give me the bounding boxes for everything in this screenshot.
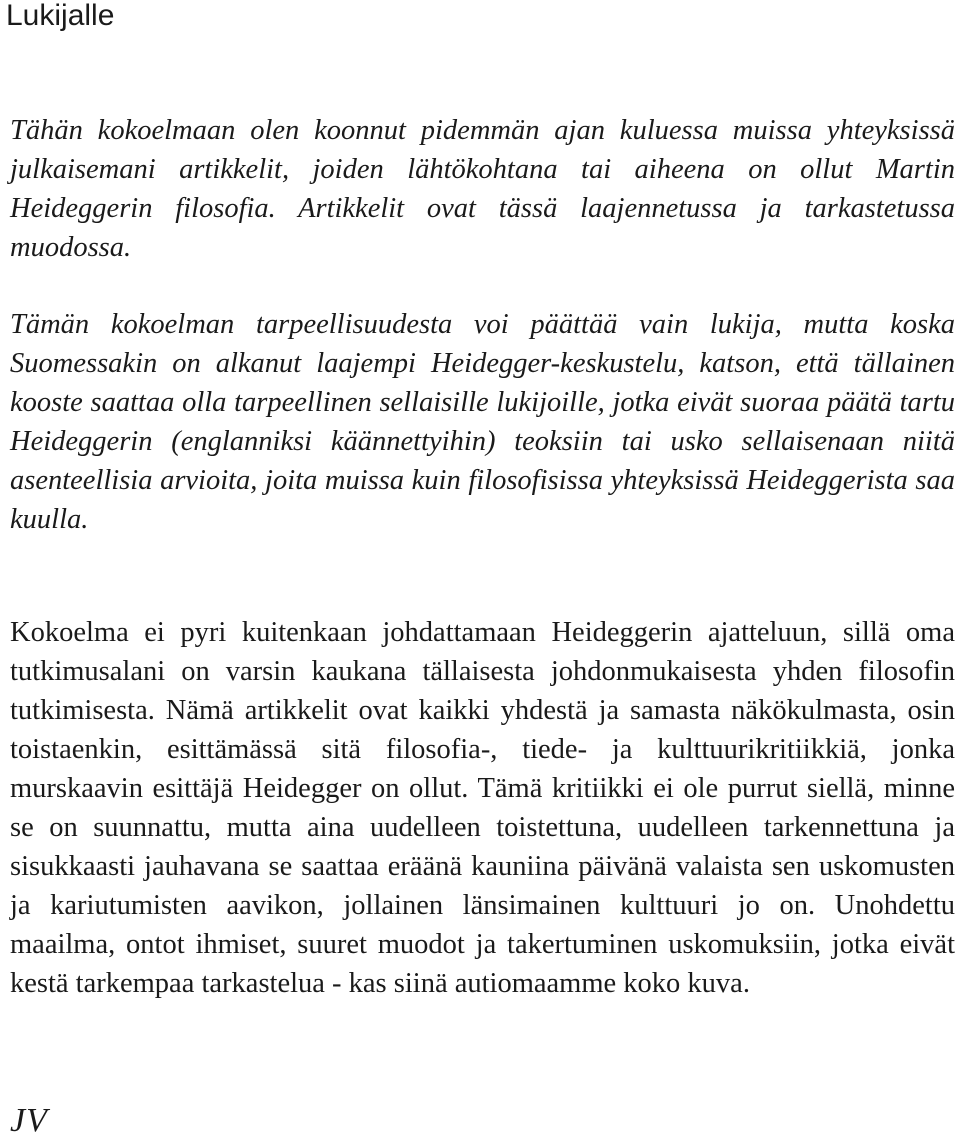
paragraph-1: Tähän kokoelmaan olen koonnut pidemmän ajan kuluessa muissa yhteyksissä julkaisemani artikkelit, joiden lähtökohtana tai aiheena on ollut Martin Heideggerin filosofia. Artikkelit ovat tässä laajennetussa ja tarkastetussa muodossa. [10,115,955,263]
author-signature: JV [10,1102,48,1139]
paragraph-2: Tämän kokoelman tarpeellisuudesta voi päättää vain lukija, mutta koska Suomessakin on alkanut laajempi Heidegger-keskustelu, katson, että tällainen kooste saattaa olla tarpeellinen sellaisille lukijoille, jotka eivät suoraa päätä tartu Heideggerin (englanniksi käännettyihin) teoksiin tai usko sellaisenaan niitä asenteellisia arvioita, joita muissa kuin filosofisissa yhteyksissä Heideggerista saa kuulla. [10,309,955,535]
paragraph-3: Kokoelma ei pyri kuitenkaan johdattamaan Heideggerin ajatteluun, sillä oma tutkimusalani on varsin kaukana tällaisesta johdonmukaisesta yhden filosofin tutkimisesta. Nämä artikkelit ovat kaikki yhdestä ja samasta näkökulmasta, osin toistaenkin, esittämässä sitä filosofia-, tiede- ja kulttuurikritiikkiä, jonka murskaavin esittäjä Heidegger on ollut. Tämä kritiikki ei ole purrut siellä, minne se on suunnattu, mutta aina uudelleen toistettuna, uudelleen tarkennettuna ja sisukkaasti jauhavana se saattaa eräänä kauniina päivänä valaista sen uskomusten ja kariutumisten aavikon, jollainen länsimainen kulttuuri jo on. Unohdettu maailma, ontot ihmiset, suuret muodot ja takertuminen uskomuksiin, jotka eivät kestä tarkempaa tarkastelua - kas siinä autiomaamme koko kuva. [10,617,955,999]
page-title: Lukijalle [6,0,115,32]
